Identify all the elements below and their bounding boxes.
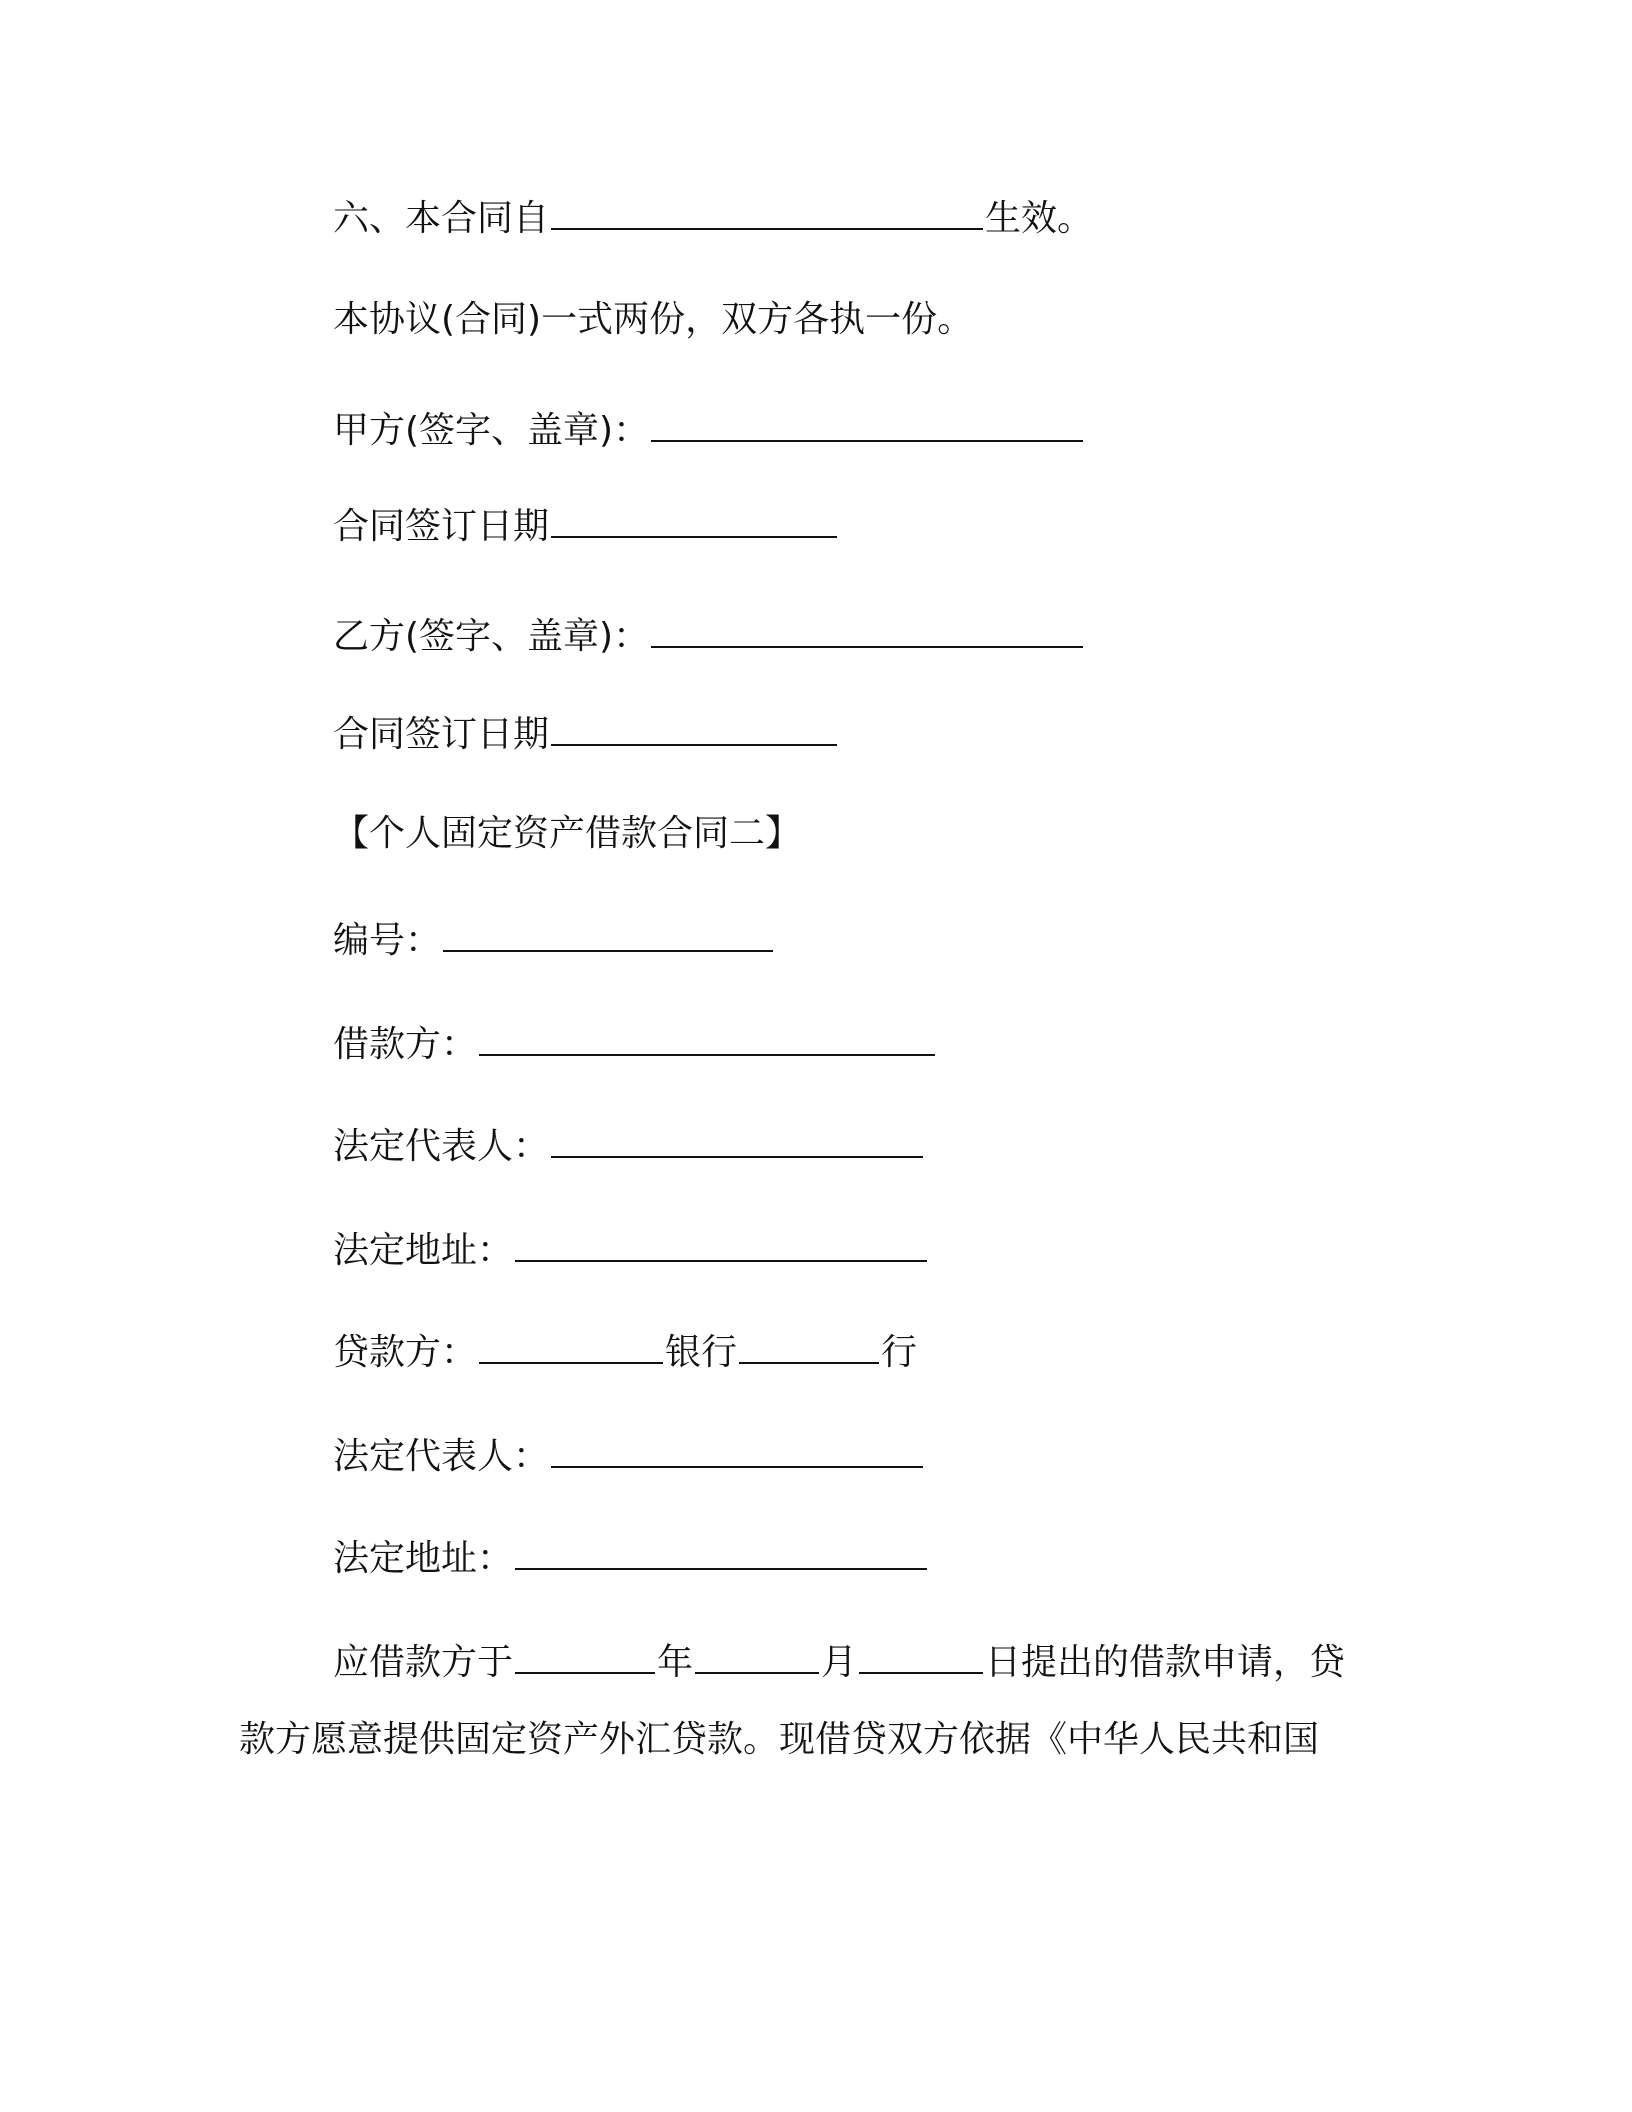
borrower-representative-label: 法定代表人：	[333, 1126, 550, 1167]
lender-address-label: 法定地址：	[333, 1538, 514, 1579]
effective-date-line	[333, 192, 1093, 243]
party-a-date-blank[interactable]	[551, 500, 837, 538]
contract-number-blank[interactable]	[443, 914, 773, 952]
party-b-date-blank[interactable]	[551, 708, 837, 746]
party-a-date-label: 合同签订日期	[333, 506, 550, 547]
body-text-start: 应借款方于	[333, 1642, 514, 1683]
body-text-line-1-end: 日提出的借款申请，贷	[985, 1642, 1346, 1683]
borrower-representative-blank[interactable]	[551, 1120, 923, 1158]
year-word: 年	[657, 1642, 694, 1683]
lender-representative-blank[interactable]	[551, 1430, 923, 1468]
lender-address-line	[333, 1532, 929, 1583]
copies-line	[333, 296, 973, 344]
lender-representative-line	[333, 1430, 925, 1481]
lender-branch-blank[interactable]	[739, 1326, 879, 1364]
effective-date-blank[interactable]	[551, 192, 983, 230]
party-b-label: 乙方(签字、盖章)：	[333, 616, 650, 657]
party-a-signature-line	[333, 404, 1085, 455]
month-word: 月	[821, 1642, 858, 1683]
application-day-blank[interactable]	[859, 1636, 983, 1674]
lender-label: 贷款方：	[333, 1332, 478, 1373]
application-month-blank[interactable]	[695, 1636, 819, 1674]
contract-number-line	[333, 914, 775, 965]
party-b-signature-blank[interactable]	[651, 610, 1083, 648]
section-title	[333, 810, 801, 858]
party-a-signature-blank[interactable]	[651, 404, 1083, 442]
contract-number-label: 编号：	[333, 920, 442, 961]
borrower-address-line	[333, 1224, 929, 1275]
party-b-date-line	[333, 708, 839, 759]
lender-bank-blank[interactable]	[479, 1326, 663, 1364]
lender-line	[333, 1326, 917, 1377]
lender-representative-label: 法定代表人：	[333, 1436, 550, 1477]
borrower-label: 借款方：	[333, 1024, 478, 1065]
body-paragraph-line-2	[239, 1716, 1319, 1764]
party-a-date-line	[333, 500, 839, 551]
party-b-signature-line	[333, 610, 1085, 661]
effective-suffix: 生效。	[985, 198, 1094, 239]
borrower-address-blank[interactable]	[515, 1224, 927, 1262]
application-year-blank[interactable]	[515, 1636, 655, 1674]
party-a-label: 甲方(签字、盖章)：	[333, 410, 650, 451]
lender-branch-word: 行	[881, 1332, 918, 1373]
borrower-address-label: 法定地址：	[333, 1230, 514, 1271]
lender-address-blank[interactable]	[515, 1532, 927, 1570]
borrower-line	[333, 1018, 937, 1069]
section-title-text: 【个人固定资产借款合同二】	[333, 813, 802, 854]
borrower-representative-line	[333, 1120, 925, 1171]
effective-prefix: 六、本合同自	[333, 198, 550, 239]
body-paragraph-line-1	[333, 1636, 1345, 1687]
body-text-line-2: 款方愿意提供固定资产外汇贷款。现借贷双方依据《中华人民共和国	[239, 1719, 1320, 1760]
party-b-date-label: 合同签订日期	[333, 714, 550, 755]
copies-text: 本协议(合同)一式两份，双方各执一份。	[333, 299, 974, 340]
borrower-blank[interactable]	[479, 1018, 935, 1056]
lender-bank-word: 银行	[665, 1332, 738, 1373]
